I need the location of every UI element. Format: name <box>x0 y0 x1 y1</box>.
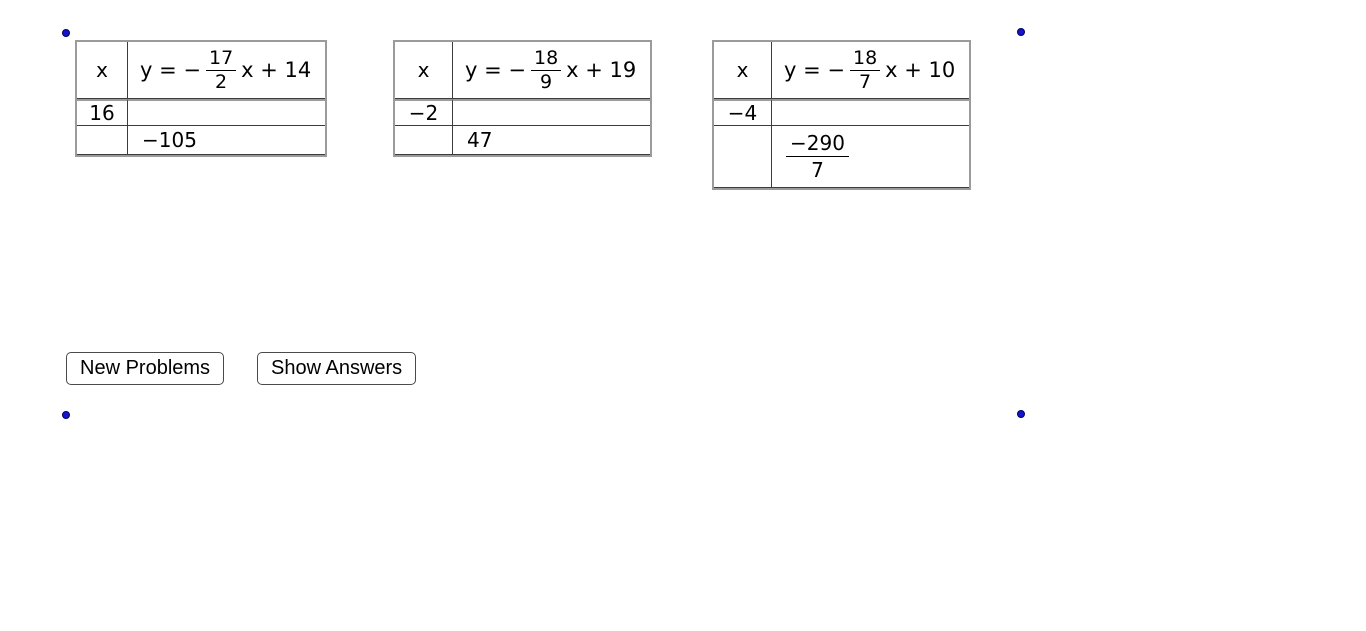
x-value-cell <box>77 126 128 155</box>
table-row <box>395 126 650 155</box>
answer-fraction <box>786 131 849 182</box>
function-table-2 <box>393 40 652 157</box>
show-answers-button[interactable]: Show Answers <box>257 352 416 385</box>
equation-header <box>453 42 650 99</box>
table-row <box>395 99 650 126</box>
equation <box>140 47 311 93</box>
equation-fraction <box>850 47 880 93</box>
fraction-denominator: 7 <box>859 70 872 93</box>
x-value-cell: 16 <box>77 99 128 126</box>
fraction-denominator: 9 <box>540 70 553 93</box>
y-value-cell <box>453 99 650 126</box>
fraction-numerator: 18 <box>531 47 561 70</box>
y-value-cell <box>128 99 325 126</box>
corner-point-bottom-left <box>62 411 70 419</box>
y-value-cell: −105 <box>128 126 325 155</box>
table-header-row <box>714 42 969 99</box>
corner-point-bottom-right <box>1017 410 1025 418</box>
function-table-1 <box>75 40 327 157</box>
corner-point-top-left <box>62 29 70 37</box>
table-row <box>77 126 325 155</box>
equation-header <box>128 42 325 99</box>
table-header-row <box>77 42 325 99</box>
x-column-header: x <box>395 42 453 99</box>
fraction-numerator: 17 <box>206 47 236 70</box>
table-row <box>77 99 325 126</box>
x-column-header: x <box>77 42 128 99</box>
table-row <box>714 99 969 126</box>
function-table-3 <box>712 40 971 190</box>
y-value-cell <box>772 126 969 188</box>
y-value-cell: 47 <box>453 126 650 155</box>
equation-prefix: y = − <box>140 58 201 82</box>
equation <box>784 47 955 93</box>
y-value-cell <box>772 99 969 126</box>
equation-suffix: x + 14 <box>241 58 312 82</box>
table-header-row <box>395 42 650 99</box>
equation <box>465 47 636 93</box>
fraction-denominator: 7 <box>811 158 824 182</box>
corner-point-top-right <box>1017 28 1025 36</box>
x-column-header: x <box>714 42 772 99</box>
equation-header <box>772 42 969 99</box>
x-value-cell <box>395 126 453 155</box>
equation-suffix: x + 10 <box>885 58 956 82</box>
equation-prefix: y = − <box>465 58 526 82</box>
new-problems-button[interactable]: New Problems <box>66 352 224 385</box>
x-value-cell <box>714 126 772 188</box>
fraction-denominator: 2 <box>215 70 228 93</box>
fraction-numerator: −290 <box>786 131 849 157</box>
fraction-numerator: 18 <box>850 47 880 70</box>
x-value-cell: −4 <box>714 99 772 126</box>
x-value-cell: −2 <box>395 99 453 126</box>
table-row <box>714 126 969 188</box>
equation-prefix: y = − <box>784 58 845 82</box>
equation-fraction <box>531 47 561 93</box>
equation-fraction <box>206 47 236 93</box>
equation-suffix: x + 19 <box>566 58 637 82</box>
